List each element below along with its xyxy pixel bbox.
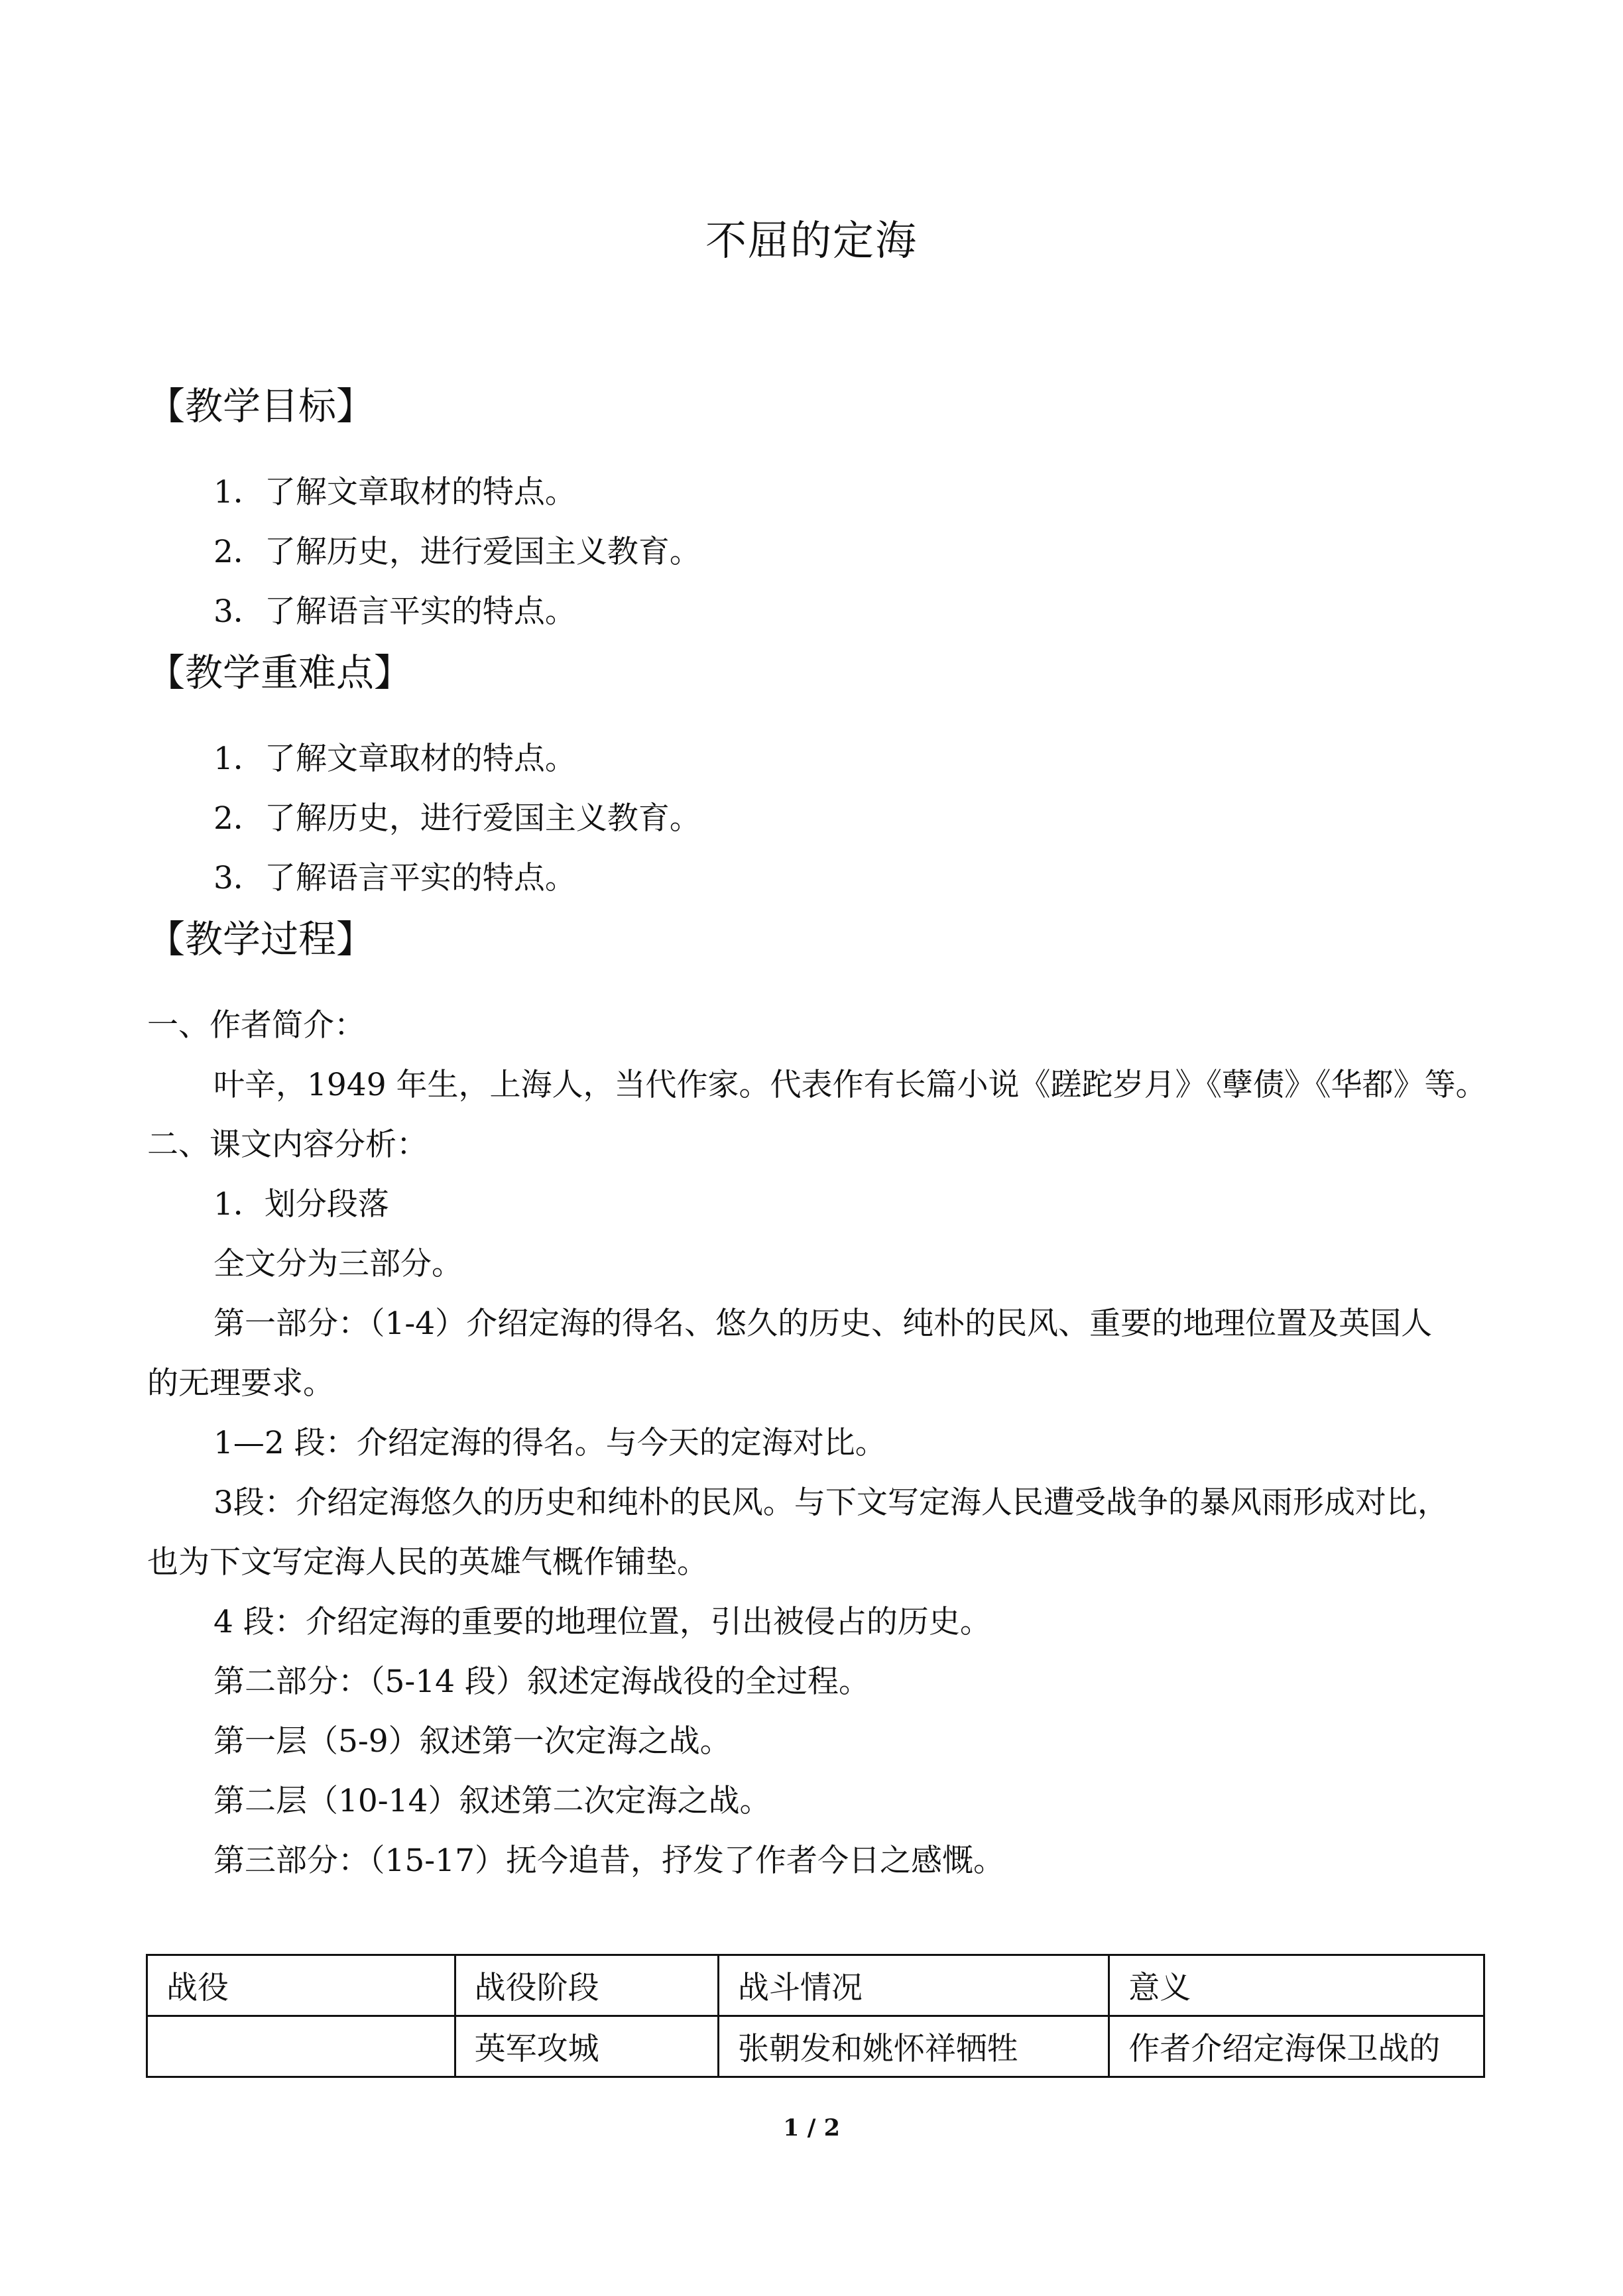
para-3-line2: 也为下文写定海人民的英雄气概作铺垫。 [147, 1544, 708, 1581]
goal-item-2: 2．了解历史，进行爱国主义教育。 [213, 534, 701, 570]
part1-line1: 第一部分：（1-4）介绍定海的得名、悠久的历史、纯朴的民风、重要的地理位置及英国人 [213, 1305, 1433, 1342]
author-text: 叶辛，1949 年生，上海人，当代作家。代表作有长篇小说《蹉跎岁月》《孽债》《华都》等。 [213, 1067, 1487, 1103]
table-header-cell: 战斗情况 [718, 1955, 1109, 2016]
subsection-divide-paragraphs: 1．划分段落 [213, 1186, 389, 1223]
part2-text: 第二部分：（5-14 段）叙述定海战役的全过程。 [213, 1663, 871, 1700]
table-cell: 张朝发和姚怀祥牺牲 [718, 2016, 1109, 2077]
part1-line2: 的无理要求。 [147, 1365, 334, 1402]
table-header-row [147, 1955, 1484, 2016]
key-point-item-1: 1．了解文章取材的特点。 [213, 741, 576, 777]
table-cell [147, 2016, 455, 2077]
overview-text: 全文分为三部分。 [213, 1246, 463, 1282]
section-heading-key-points: 【教学重难点】 [147, 651, 412, 695]
para-3-line1: 3段：介绍定海悠久的历史和纯朴的民风。与下文写定海人民遭受战争的暴风雨形成对比， [213, 1484, 1449, 1521]
goal-item-3: 3．了解语言平实的特点。 [213, 593, 576, 630]
key-point-item-3: 3．了解语言平实的特点。 [213, 860, 576, 896]
table-cell: 英军攻城 [455, 2016, 718, 2077]
analysis-heading: 二、课文内容分析： [147, 1126, 428, 1163]
table-cell: 作者介绍定海保卫战的 [1109, 2016, 1484, 2077]
section-heading-process: 【教学过程】 [147, 918, 374, 961]
table-row [147, 2016, 1484, 2077]
author-heading: 一、作者简介： [147, 1007, 365, 1044]
layer2-text: 第二层（10-14）叙述第二次定海之战。 [213, 1783, 771, 1819]
section-heading-goals: 【教学目标】 [147, 385, 374, 428]
part3-text: 第三部分：（15-17）抚今追昔，抒发了作者今日之感慨。 [213, 1843, 1004, 1879]
table-header-cell: 战役阶段 [455, 1955, 718, 2016]
goal-item-1: 1．了解文章取材的特点。 [213, 474, 576, 511]
table-header-cell: 意义 [1109, 1955, 1484, 2016]
table-header-cell: 战役 [147, 1955, 455, 2016]
battle-table [146, 1954, 1485, 2078]
para-4-text: 4 段：介绍定海的重要的地理位置，引出被侵占的历史。 [213, 1604, 991, 1640]
para-1-2-text: 1—2 段：介绍定海的得名。与今天的定海对比。 [213, 1425, 886, 1461]
key-point-item-2: 2．了解历史，进行爱国主义教育。 [213, 800, 701, 837]
document-title: 不屈的定海 [705, 216, 918, 265]
layer1-text: 第一层（5-9）叙述第一次定海之战。 [213, 1723, 731, 1760]
page-number: 1 / 2 [783, 2114, 840, 2142]
